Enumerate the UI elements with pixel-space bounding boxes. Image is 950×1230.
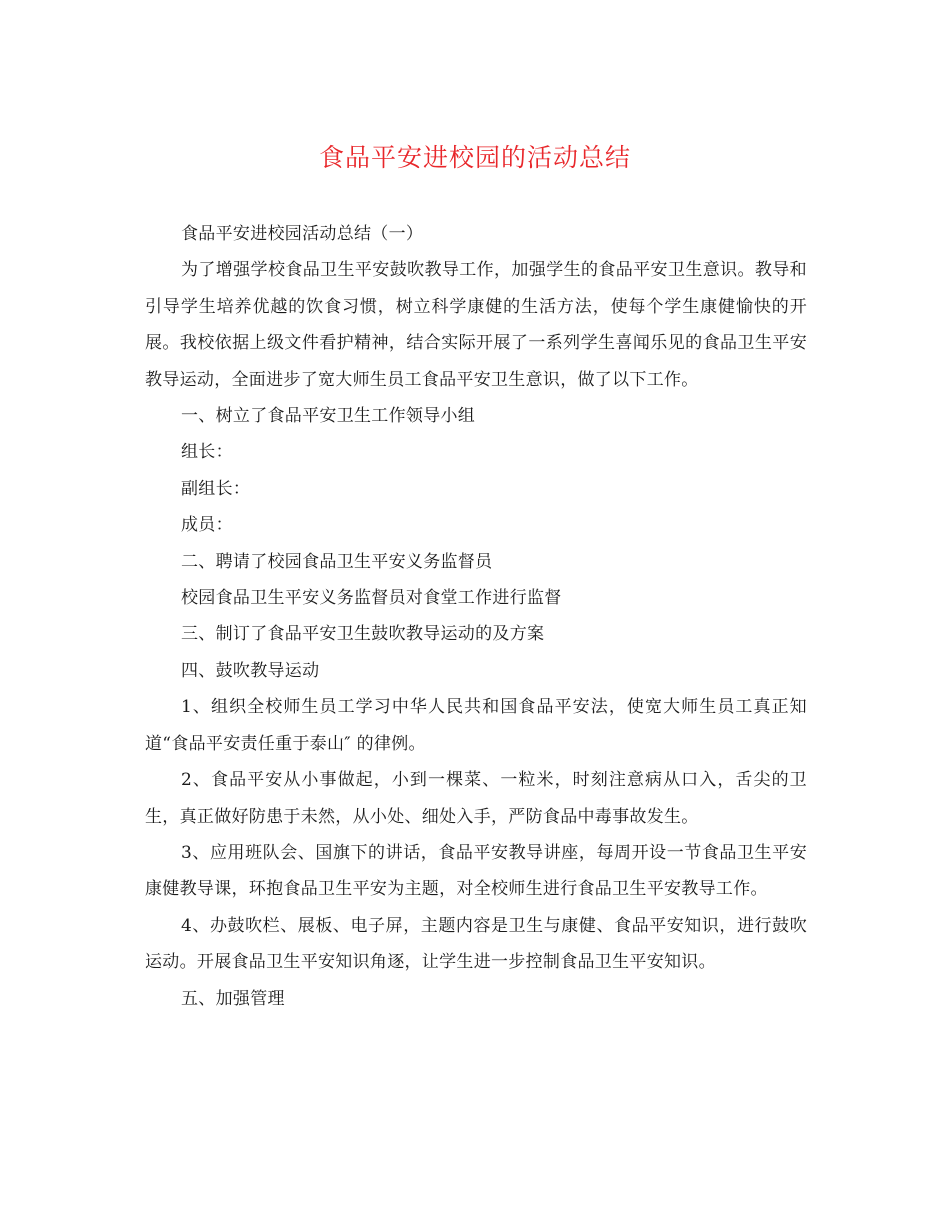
section-heading-leadership-group: 一、树立了食品平安卫生工作领导小组: [181, 406, 476, 427]
section-heading-summary-one: 食品平安进校园活动总结（一）: [181, 224, 424, 244]
members-line: 成员：: [181, 515, 233, 536]
activity-item-3: 3、应用班队会、国旗下的讲话，食品平安教导讲座，每周开设一节食品卫生平安康健教导课，环抱食品卫生平安为主题，对全校师生进行食品卫生平安教导工作。: [145, 842, 807, 900]
section-heading-education-activities: 四、鼓吹教导运动: [181, 660, 320, 681]
section-heading-supervisors: 二、聘请了校园食品卫生平安义务监督员: [181, 551, 493, 572]
section-heading-plan: 三、制订了食品平安卫生鼓吹教导运动的及方案: [181, 624, 545, 645]
intro-paragraph: 为了增强学校食品卫生平安鼓吹教导工作，加强学生的食品平安卫生意识。教导和引导学生培养优越的饮食习惯，树立科学康健的生活方法，使每个学生康健愉快的开展。我校依据上级文件看护精神，结合实际开展了一系列学生喜闻乐见的食品卫生平安教导运动，全面进步了宽大师生员工食品平安卫生意识，做了以下工作。: [145, 260, 807, 390]
document-body: [145, 216, 807, 1017]
activity-item-2: 2、食品平安从小事做起，小到一棵菜、一粒米，时刻注意病从口入，舌尖的卫生，真正做好防患于未然，从小处、细处入手，严防食品中毒事故发生。: [145, 770, 807, 827]
activity-item-4: 4、办鼓吹栏、展板、电子屏，主题内容是卫生与康健、食品平安知识，进行鼓吹运动。开展食品卫生平安知识角逐，让学生进一步控制食品卫生平安知识。: [145, 915, 807, 973]
group-leader-line: 组长：: [181, 442, 233, 463]
activity-item-1: 1、组织全校师生员工学习中华人民共和国食品平安法，使宽大师生员工真正知道“食品平安责任重于泰山″ 的律例。: [145, 697, 807, 754]
deputy-leader-line: 副组长：: [181, 478, 251, 499]
section-heading-management: 五、加强管理: [181, 988, 285, 1009]
supervisors-paragraph: 校园食品卫生平安义务监督员对食堂工作进行监督: [181, 588, 562, 609]
document-title: 食品平安进校园的活动总结: [318, 143, 631, 172]
